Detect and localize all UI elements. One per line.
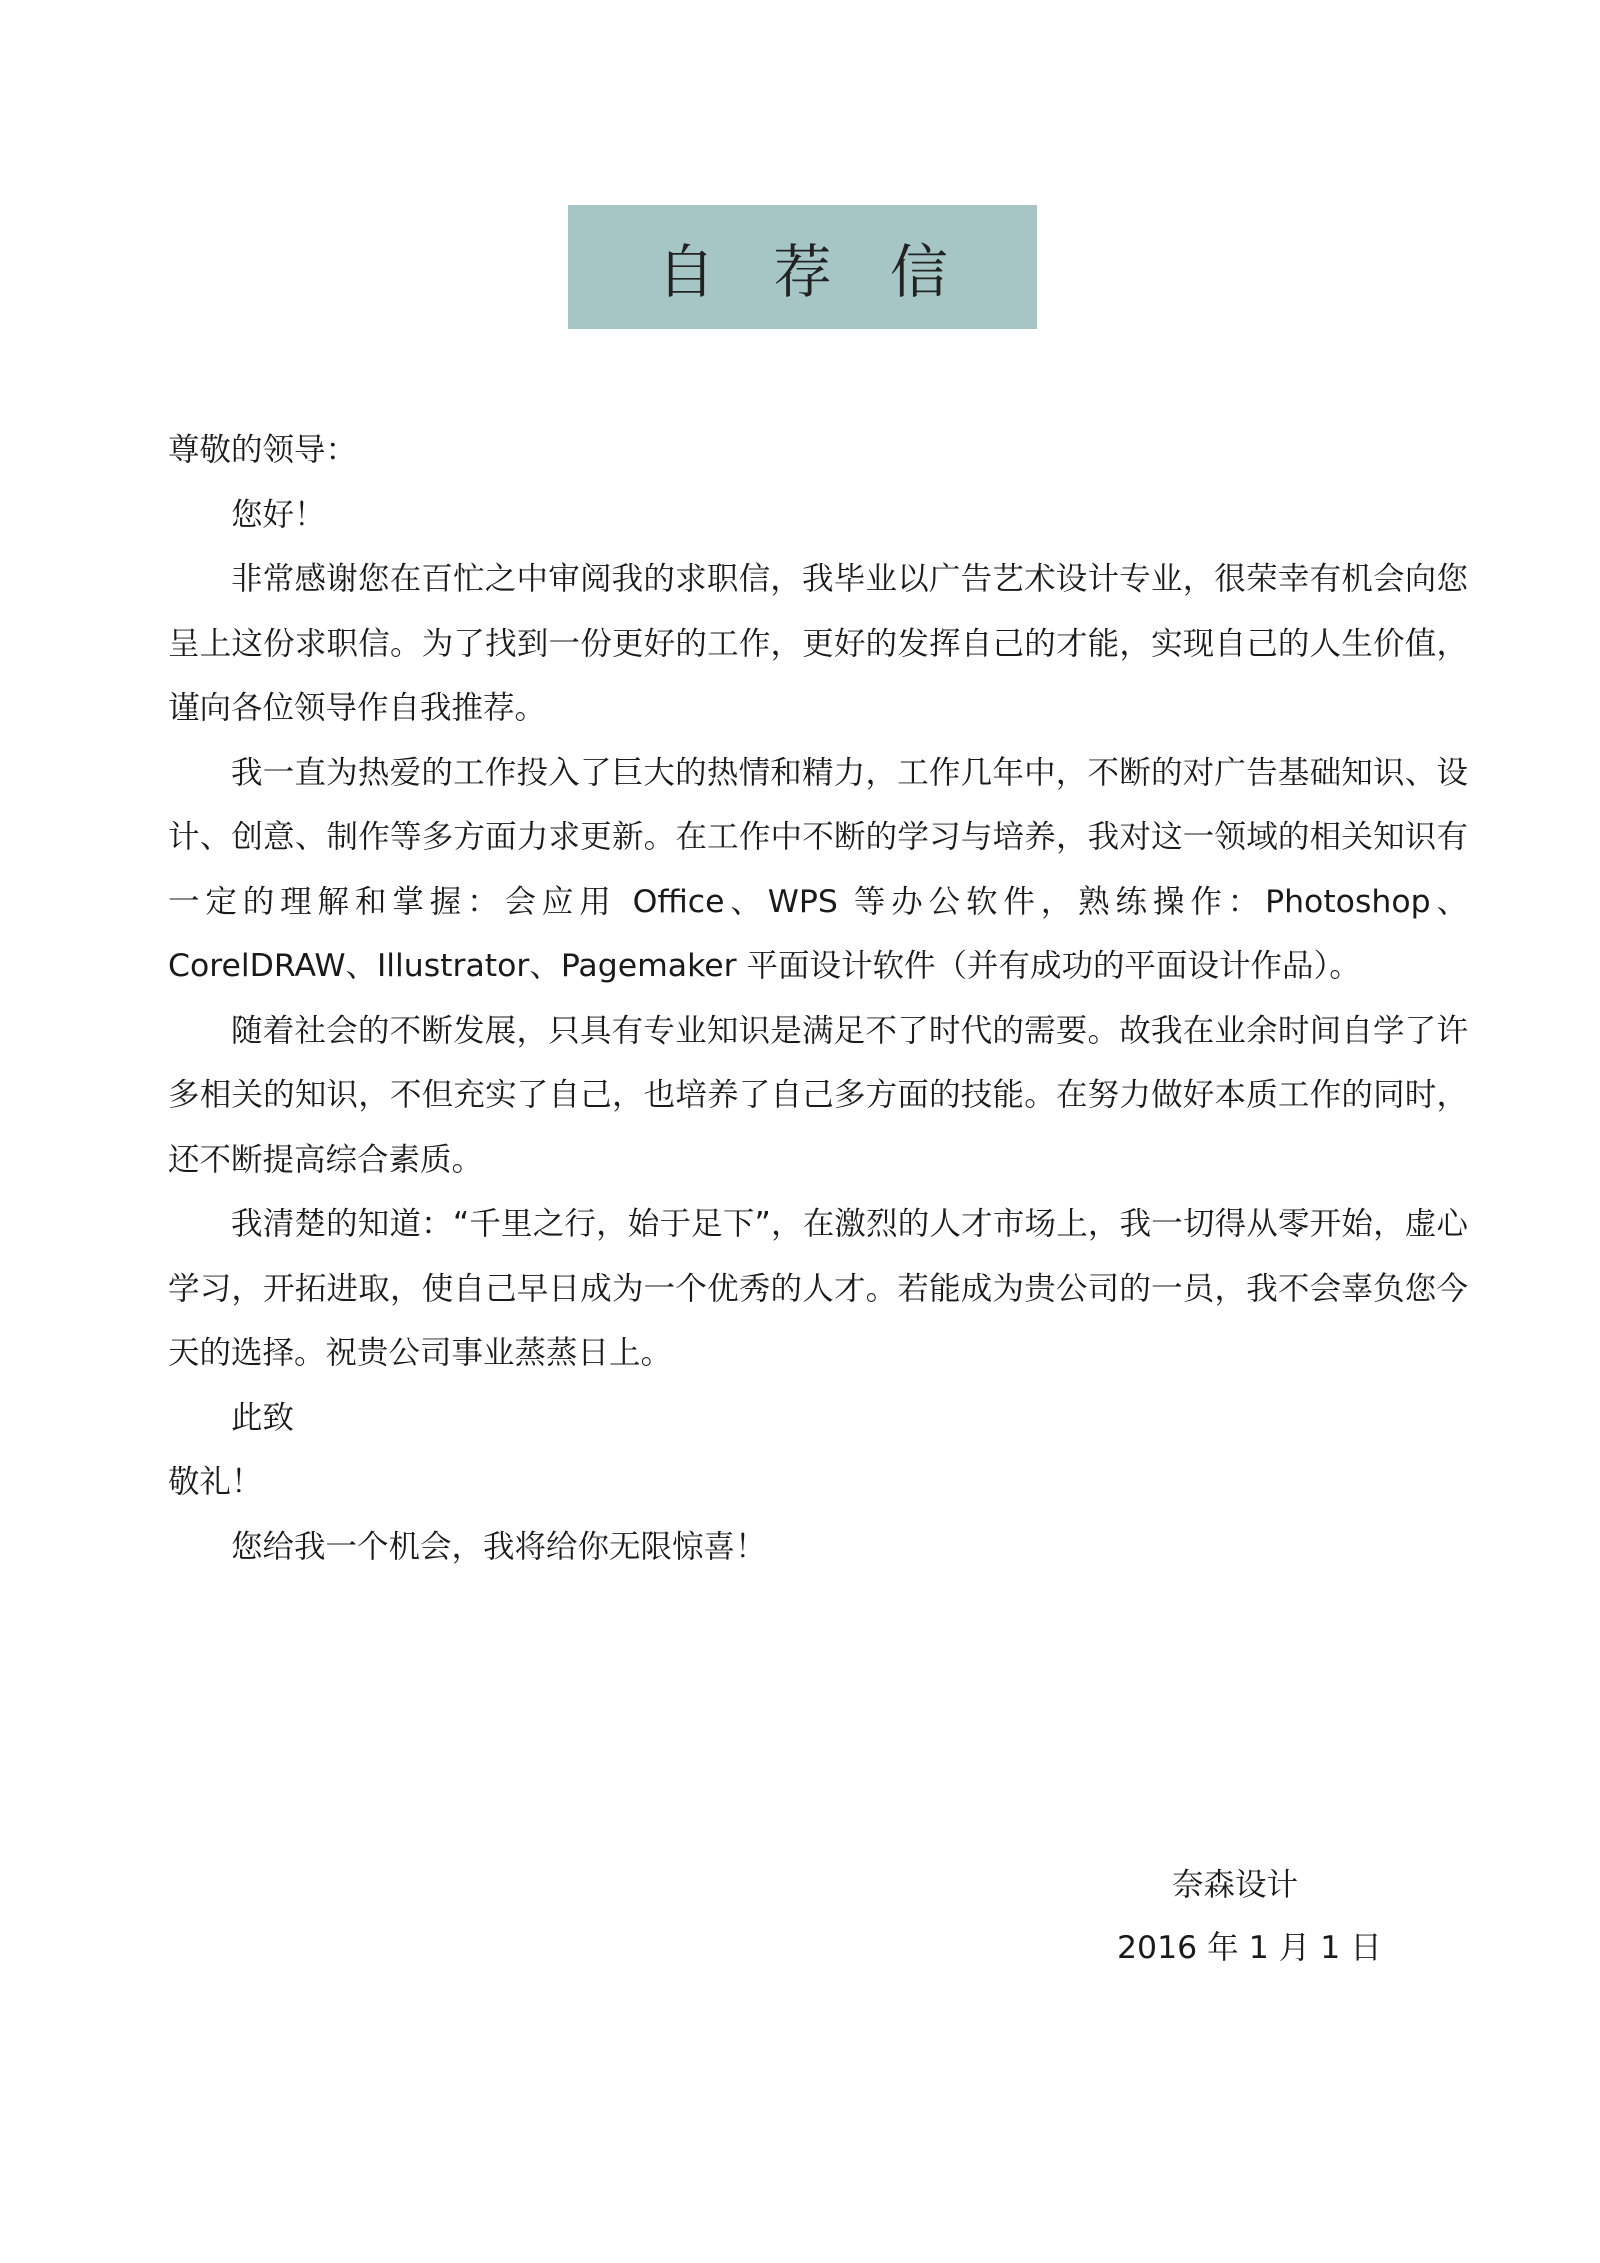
greeting: 您好！ (231, 496, 326, 533)
title-banner (568, 205, 1037, 329)
paragraph-1: 非常感谢您在百忙之中审阅我的求职信，我毕业以广告艺术设计专业，很荣幸有机会向您呈上这份求职信。为了找到一份更好的工作，更好的发挥自己的才能，实现自己的人生价值，谨向各位领导作自我推荐。 (168, 561, 1468, 726)
closing-2: 敬礼！ (168, 1464, 263, 1500)
paragraph-3: 随着社会的不断发展，只具有专业知识是满足不了时代的需要。故我在业余时间自学了许多相关的知识，不但充实了自己，也培养了自己多方面的技能。在努力做好本质工作的同时，还不断提高综合素质。 (168, 1012, 1468, 1178)
letter-body (168, 418, 1468, 1579)
salutation: 尊敬的领导： (168, 432, 358, 468)
paragraph-2: 我一直为热爱的工作投入了巨大的热情和精力，工作几年中，不断的对广告基础知识、设计、创意、制作等多方面力求更新。在工作中不断的学习与培养，我对这一领域的相关知识有一定的理解和掌握：会应用 Office、WPS 等办公软件，熟练操作：Photoshop、CorelDRAW、Illustrator、Pagemaker 平面设计软件（并有成功的平面设计作品）。 (168, 754, 1468, 984)
paragraph-4: 我清楚的知道：“千里之行，始于足下”，在激烈的人才市场上，我一切得从零开始，虚心学习，开拓进取，使自己早日成为一个优秀的人才。若能成为贵公司的一员，我不会辜负您今天的选择。祝贵公司事业蒸蒸日上。 (168, 1206, 1468, 1371)
closing-note: 您给我一个机会，我将给你无限惊喜！ (231, 1528, 767, 1565)
signature-date: 2016 年 1 月 1 日 (1117, 1930, 1382, 1966)
closing-1: 此致 (231, 1399, 295, 1436)
page-title: 自 荐 信 (657, 238, 968, 306)
signature-name: 奈森设计 (1172, 1867, 1299, 1903)
